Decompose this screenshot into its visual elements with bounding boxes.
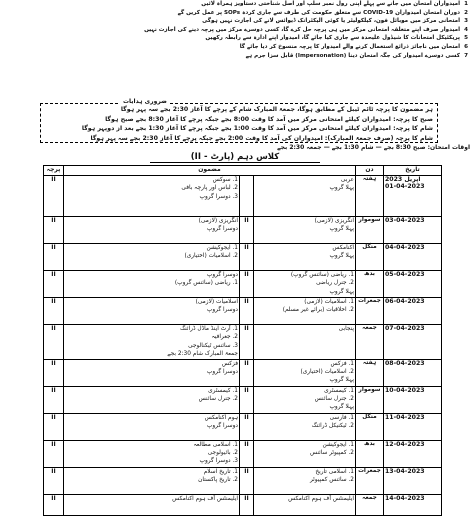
paper-number-1: II — [240, 440, 254, 467]
exam-day: ہفتہ — [356, 359, 384, 386]
table-body — [44, 176, 442, 516]
subject-line: 2. جنرل سائنس — [198, 396, 238, 403]
instruction-number: 1 — [464, 1, 468, 7]
subject-line: عربی — [340, 177, 354, 183]
subject-group-1 — [254, 359, 356, 386]
subject-line: 1. فارسی — [329, 414, 354, 421]
header-subject: مضمون — [64, 166, 356, 176]
paper-number-2: II — [44, 386, 64, 413]
subject-group-1 — [254, 217, 356, 244]
instruction-item — [8, 52, 468, 61]
timing-line: شام کا پرچہ (صرف جمعۃ المبارک): امیدواران کی آمد کا وقت 2:00 بجے جبکہ پرچے کا آغاز 2:30 بجے سہ پہر ہوگا — [90, 134, 433, 142]
table-row — [44, 271, 442, 298]
subject-line: 05-04-2023 — [385, 271, 425, 278]
instruction-item — [8, 34, 468, 43]
subject-line: 14-04-2023 — [385, 494, 425, 502]
instruction-item — [8, 43, 468, 52]
instruction-text: پریکٹیکل امتحانات کا شیڈول علیحدہ سے جاری کیا جائے گا، امیدوار اپنے ادارہ سے رابطہ رکھیں — [205, 35, 460, 42]
exam-day: جمعہ — [356, 325, 384, 360]
subject-line: دوسرا گروپ — [206, 423, 238, 430]
subject-line: 1. ایجوکیشن — [322, 441, 354, 448]
class-title: کلاس دہم (پارٹ - II) — [150, 151, 320, 163]
exam-date — [384, 359, 442, 386]
paper-number-2: II — [44, 325, 64, 360]
instruction-text: امیدوار صرف اپنے متعلقہ امتحانی مرکز میں ہی پرچہ حل کرے گا، کسی دوسرے مرکز میں پرچہ دینے کی اجازت نہیں — [144, 26, 460, 33]
subject-group-2 — [64, 244, 240, 271]
paper-number-2: II — [44, 176, 64, 217]
subject-group-2 — [64, 271, 240, 298]
exam-day: بدھ — [356, 440, 384, 467]
instruction-item — [8, 17, 468, 26]
subject-group-2 — [64, 494, 240, 515]
subject-group-1 — [254, 325, 356, 360]
subject-line: 1. سوکس — [212, 177, 238, 183]
subject-line: 3. دوسرا گروپ — [199, 458, 238, 465]
subject-line: 2. بائیولوجی — [207, 450, 238, 457]
exam-date — [384, 271, 442, 298]
table-row — [44, 176, 442, 217]
subject-line: ایلیمنٹس آف ہوم اکنامکس — [172, 495, 238, 502]
subject-line: 10-04-2023 — [385, 386, 425, 394]
exam-date — [384, 176, 442, 217]
exam-day: جمعہ — [356, 494, 384, 515]
exam-day: جمعرات — [356, 298, 384, 325]
paper-number-2: II — [44, 494, 64, 515]
subject-line: 1. اسلامیات (لازمی) — [304, 299, 354, 305]
subject-line: 2. تاریخ پاکستان — [198, 477, 238, 484]
subject-line: فزکس — [221, 360, 238, 367]
subject-line: 1. ریاضی (سائنس گروپ) — [174, 280, 238, 287]
table-row — [44, 359, 442, 386]
subject-line: 11-04-2023 — [385, 413, 425, 421]
instruction-item — [8, 26, 468, 35]
exam-day: بدھ — [356, 271, 384, 298]
instruction-number: 4 — [464, 26, 468, 33]
table-row — [44, 386, 442, 413]
subject-line: 3. دوسرا گروپ — [199, 193, 238, 200]
table-row — [44, 217, 442, 244]
instruction-text: امتحانی مرکز میں موبائل فون، کیلکولیٹر یا کوئی الیکٹرانک ڈیوائس لانے کی اجازت نہیں ہوگی — [202, 18, 460, 25]
exam-date — [384, 440, 442, 467]
instruction-text: امتحان میں ناجائز ذرائع استعمال کرنے والے امیدوار کا پرچہ منسوخ کر دیا جائے گا — [239, 43, 460, 50]
subject-line: پہلا گروپ — [329, 404, 354, 411]
subject-line: 2. اسلامیات (اختیاری) — [300, 369, 354, 376]
exam-day: جمعرات — [356, 467, 384, 494]
paper-number-1: II — [240, 413, 254, 440]
exam-date — [384, 413, 442, 440]
timing-line: شام کا پرچہ: امیدواران کیلئے امتحانی مرکز میں آمد کا وقت 1:00 بجے جبکہ پرچے کا آغاز 1:30 بجے بعد از دوپہر ہوگا — [81, 125, 433, 133]
subject-line: 1. اسلامی تاریخ — [315, 468, 354, 475]
paper-number-2: II — [44, 467, 64, 494]
subject-line: 13-04-2023 — [385, 467, 425, 475]
subject-line: 2. جغرافیہ — [211, 334, 238, 341]
paper-number-2: II — [44, 413, 64, 440]
instruction-item — [8, 0, 468, 9]
subject-line: 2. اسلامیات (اختیاری) — [184, 253, 238, 260]
timing-line: ہر مضمون کا پرچہ ٹائم ٹیبل کے مطابق ہوگا، جمعۃ المبارک شام کے پرچے کا آغاز 2:30 بجے سہ پہر ہوگا — [120, 106, 433, 113]
subject-group-1 — [254, 298, 356, 325]
subject-line: 1. اسلامی مطالعہ — [193, 441, 238, 448]
subject-line: 2. اخلاقیات (برائے غیر مسلم) — [282, 307, 354, 314]
subject-line: 1. تاریخ اسلام — [203, 468, 238, 475]
subject-group-2 — [64, 217, 240, 244]
subject-group-2 — [64, 325, 240, 360]
subject-line: 1. ایجوکیشن — [206, 245, 238, 251]
table-row — [44, 298, 442, 325]
subject-line: 01-04-2023 — [385, 183, 425, 190]
paper-number-2: II — [44, 440, 64, 467]
subject-line: اپریل 2023 — [385, 176, 421, 183]
subject-line: 07-04-2023 — [385, 325, 425, 332]
instruction-number: 5 — [464, 35, 468, 42]
subject-line: پہلا گروپ — [329, 253, 354, 260]
exam-day: ہفتہ — [356, 176, 384, 217]
exam-date — [384, 494, 442, 515]
exam-date — [384, 217, 442, 244]
exam-day: منگل — [356, 413, 384, 440]
paper-number-1: II — [240, 298, 254, 325]
exam-day: سوموار — [356, 386, 384, 413]
timing-line: صبح کا پرچہ: امیدواران کیلئے امتحانی مرکز میں آمد کا وقت 8:00 بجے جبکہ پرچے کا آغاز 8:30 بجے صبح ہوگا — [105, 115, 433, 123]
paper-number-2: II — [44, 217, 64, 244]
paper-number-1: II — [240, 359, 254, 386]
subject-line: 2. لباس اور پارچہ بافی — [181, 185, 238, 192]
paper-number-2: II — [44, 298, 64, 325]
subject-line: انگریزی (لازمی) — [198, 218, 238, 224]
table-row — [44, 494, 442, 515]
subject-line: انگریزی (لازمی) — [314, 218, 354, 224]
date-sheet-table — [43, 165, 442, 516]
subject-line: پہلا گروپ — [329, 226, 354, 233]
instruction-item — [8, 9, 468, 18]
instruction-number: 7 — [464, 52, 468, 59]
exam-date — [384, 467, 442, 494]
subject-line: جمعۃ المبارک شام 2:30 بجے — [167, 351, 238, 358]
subject-group-1 — [254, 386, 356, 413]
table-row — [44, 467, 442, 494]
table-row — [44, 244, 442, 271]
paper-number-1: II — [240, 386, 254, 413]
subject-group-2 — [64, 467, 240, 494]
subject-group-1 — [254, 440, 356, 467]
instruction-number: 2 — [464, 9, 468, 16]
instruction-text: دوران امتحان امیدواران COVID-19 سے متعلق حکومت کی طرف سے جاری کردہ SOPs پر عمل کریں گے — [177, 9, 460, 16]
subject-group-1 — [254, 271, 356, 298]
instruction-number: 3 — [464, 18, 468, 25]
subject-group-2 — [64, 359, 240, 386]
exam-date — [384, 298, 442, 325]
subject-group-1 — [254, 413, 356, 440]
subject-group-2 — [64, 440, 240, 467]
subject-line: 04-04-2023 — [385, 244, 425, 251]
paper-number-1: II — [240, 494, 254, 515]
table-header-row — [44, 166, 442, 176]
exam-date — [384, 386, 442, 413]
subject-line: 1. ریاضی (سائنس گروپ) — [290, 272, 354, 278]
header-day: دن — [356, 166, 384, 176]
subject-line: 1. آرٹ اینڈ ماڈل ڈرائنگ — [179, 326, 238, 332]
exam-date — [384, 244, 442, 271]
subject-line: 1. کیمسٹری — [324, 387, 354, 394]
paper-number-2: II — [44, 271, 64, 298]
subject-line: ایلیمنٹس آف ہوم اکنامکس — [288, 495, 354, 502]
header-date: تاریخ — [384, 166, 442, 176]
table-row — [44, 413, 442, 440]
table-row — [44, 440, 442, 467]
header-paper: پرچہ — [44, 166, 64, 176]
subject-line: 2. کمپیوٹر سائنس — [309, 450, 354, 457]
instruction-number: 6 — [464, 43, 468, 50]
subject-line: 08-04-2023 — [385, 359, 425, 367]
paper-number-1: II — [240, 271, 254, 298]
subject-line: 1. فزکس — [330, 360, 354, 367]
subject-line: 2. سائنس کمپیوٹر — [309, 477, 354, 484]
paper-number-2: II — [44, 359, 64, 386]
subject-line: 2. جنرل سائنس — [314, 396, 354, 403]
subject-line: 3. سائنس ٹیکنالوجی — [188, 342, 238, 349]
paper-number-1: II — [240, 244, 254, 271]
exam-day: منگل — [356, 244, 384, 271]
exam-day: سوموار — [356, 217, 384, 244]
subject-group-2 — [64, 386, 240, 413]
paper-number-1: II — [240, 467, 254, 494]
subject-line: دوسرا گروپ — [206, 307, 238, 314]
subject-line: پہلا گروپ — [329, 185, 354, 192]
instructions-list — [8, 0, 468, 60]
subject-group-2 — [64, 413, 240, 440]
table-row — [44, 325, 442, 360]
subject-group-1 — [254, 244, 356, 271]
exam-timing-line: اوقات امتحان: صبح 8:30 بجے — شام 1:30 بجے — جمعہ 2:30 بجے — [277, 144, 470, 151]
subject-line: 2. ٹیکنیکل ڈرائنگ — [311, 423, 354, 430]
subject-line: 1. کیمسٹری — [208, 387, 238, 394]
subject-group-1 — [254, 494, 356, 515]
instruction-text: کسی دوسرے امیدوار کی جگہ امتحان دینا (Impersonation) قابل سزا جرم ہے — [245, 52, 460, 59]
paper-number-2: II — [44, 244, 64, 271]
subject-line: 2. جنرل ریاضی — [316, 280, 354, 287]
subject-line: اکنامکس — [332, 245, 354, 251]
exam-date — [384, 325, 442, 360]
subject-group-1 — [254, 176, 356, 217]
subject-group-2 — [64, 176, 240, 217]
subject-line: ہوم اکنامکس — [204, 414, 238, 421]
subject-line: دوسرا گروپ — [206, 272, 238, 278]
subject-line: دوسرا گروپ — [206, 369, 238, 376]
timing-instructions-box — [40, 103, 438, 143]
subject-group-2 — [64, 298, 240, 325]
subject-line: دوسرا گروپ — [206, 226, 238, 233]
subject-line: پہلا گروپ — [329, 377, 354, 384]
instruction-text: امیدواران امتحان میں جانے سے پہلے اپنی رول نمبر سلپ اور اصل شناختی دستاویز ہمراہ لائیں — [201, 1, 460, 7]
timing-box-heading: ضروری ہدایات — [120, 98, 170, 105]
paper-number-1: II — [240, 217, 254, 244]
subject-line: 03-04-2023 — [385, 217, 425, 224]
paper-number-1 — [240, 176, 254, 217]
subject-line: 06-04-2023 — [385, 298, 425, 305]
paper-number-1: II — [240, 325, 254, 360]
subject-line: پنجابی — [338, 326, 354, 332]
subject-line: اسلامیات (لازمی) — [195, 299, 238, 305]
subject-line: 12-04-2023 — [385, 440, 425, 448]
subject-line: پہلا گروپ — [329, 288, 354, 295]
subject-group-1 — [254, 467, 356, 494]
